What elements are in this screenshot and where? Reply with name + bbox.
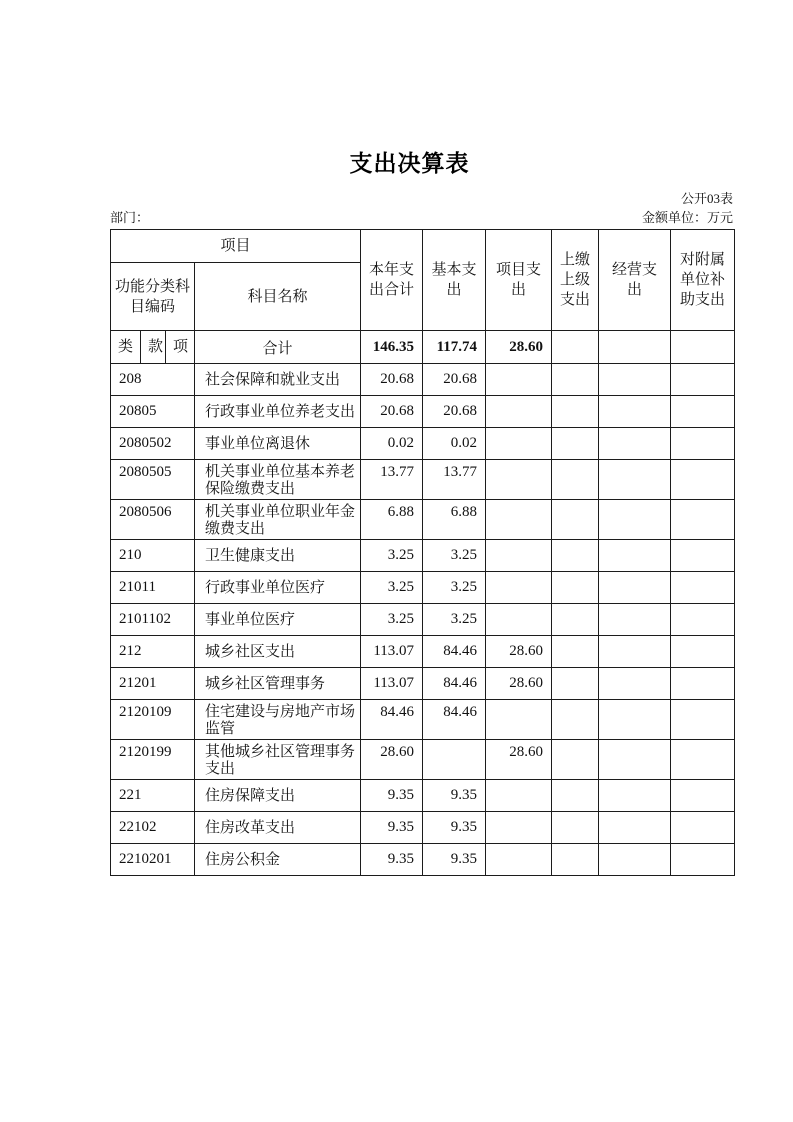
total-label: 合计 bbox=[195, 331, 361, 364]
cell-upper bbox=[552, 500, 599, 540]
col-header-func-code: 功能分类科目编码 bbox=[111, 263, 195, 331]
expenditure-table bbox=[110, 229, 735, 876]
document-content bbox=[110, 148, 733, 876]
col-header-project-exp: 项目支出 bbox=[486, 230, 552, 331]
table-row bbox=[111, 604, 735, 636]
col-header-class: 类 bbox=[111, 331, 141, 364]
cell-project: 28.60 bbox=[486, 668, 552, 700]
table-row bbox=[111, 540, 735, 572]
row-code: 22102 bbox=[111, 812, 195, 844]
table-row bbox=[111, 636, 735, 668]
row-code: 210 bbox=[111, 540, 195, 572]
cell-basic: 3.25 bbox=[423, 604, 486, 636]
cell-project bbox=[486, 604, 552, 636]
cell-basic bbox=[423, 740, 486, 780]
cell-total: 0.02 bbox=[361, 428, 423, 460]
col-header-upper: 上缴上级支出 bbox=[552, 230, 599, 331]
cell-basic: 9.35 bbox=[423, 812, 486, 844]
cell-basic: 20.68 bbox=[423, 364, 486, 396]
cell-total: 9.35 bbox=[361, 780, 423, 812]
cell-project bbox=[486, 364, 552, 396]
amount-unit-label: 金额单位：万元 bbox=[641, 210, 733, 225]
cell-basic: 3.25 bbox=[423, 540, 486, 572]
row-code: 2080502 bbox=[111, 428, 195, 460]
cell-subsidy bbox=[671, 668, 735, 700]
cell-subsidy bbox=[671, 540, 735, 572]
cell-subsidy bbox=[671, 460, 735, 500]
cell-project bbox=[486, 780, 552, 812]
cell-upper bbox=[552, 604, 599, 636]
cell-operating bbox=[599, 844, 671, 876]
cell-total: 3.25 bbox=[361, 604, 423, 636]
cell-basic: 84.46 bbox=[423, 700, 486, 740]
cell-basic: 20.68 bbox=[423, 396, 486, 428]
table-row bbox=[111, 428, 735, 460]
total-row bbox=[111, 331, 735, 364]
cell-total: 9.35 bbox=[361, 812, 423, 844]
cell-upper bbox=[552, 700, 599, 740]
cell-subsidy bbox=[671, 636, 735, 668]
cell-project bbox=[486, 812, 552, 844]
cell-subsidy bbox=[671, 364, 735, 396]
cell-project bbox=[486, 844, 552, 876]
row-name: 其他城乡社区管理事务支出 bbox=[195, 740, 361, 780]
row-code: 21011 bbox=[111, 572, 195, 604]
cell-total: 20.68 bbox=[361, 364, 423, 396]
cell-subsidy bbox=[671, 500, 735, 540]
total-subsidy bbox=[671, 331, 735, 364]
total-basic: 117.74 bbox=[423, 331, 486, 364]
col-header-total: 本年支出合计 bbox=[361, 230, 423, 331]
row-name: 城乡社区管理事务 bbox=[195, 668, 361, 700]
row-code: 2080506 bbox=[111, 500, 195, 540]
cell-total: 28.60 bbox=[361, 740, 423, 780]
cell-upper bbox=[552, 740, 599, 780]
cell-operating bbox=[599, 668, 671, 700]
header-row-1 bbox=[111, 230, 735, 263]
row-code: 2210201 bbox=[111, 844, 195, 876]
row-name: 卫生健康支出 bbox=[195, 540, 361, 572]
cell-total: 3.25 bbox=[361, 572, 423, 604]
cell-subsidy bbox=[671, 740, 735, 780]
cell-basic: 6.88 bbox=[423, 500, 486, 540]
table-row bbox=[111, 780, 735, 812]
row-name: 社会保障和就业支出 bbox=[195, 364, 361, 396]
col-header-subject-name: 科目名称 bbox=[195, 263, 361, 331]
cell-upper bbox=[552, 540, 599, 572]
cell-total: 6.88 bbox=[361, 500, 423, 540]
cell-upper bbox=[552, 636, 599, 668]
cell-operating bbox=[599, 540, 671, 572]
cell-subsidy bbox=[671, 780, 735, 812]
cell-upper bbox=[552, 844, 599, 876]
cell-subsidy bbox=[671, 700, 735, 740]
table-row bbox=[111, 700, 735, 740]
row-code: 2120109 bbox=[111, 700, 195, 740]
row-code: 212 bbox=[111, 636, 195, 668]
col-header-item: 项 bbox=[166, 331, 195, 364]
meta-row bbox=[110, 209, 733, 226]
row-name: 事业单位离退休 bbox=[195, 428, 361, 460]
cell-subsidy bbox=[671, 812, 735, 844]
row-name: 行政事业单位医疗 bbox=[195, 572, 361, 604]
total-this-year: 146.35 bbox=[361, 331, 423, 364]
cell-basic: 3.25 bbox=[423, 572, 486, 604]
cell-basic: 13.77 bbox=[423, 460, 486, 500]
table-row bbox=[111, 572, 735, 604]
cell-operating bbox=[599, 396, 671, 428]
cell-upper bbox=[552, 428, 599, 460]
row-name: 住宅建设与房地产市场监管 bbox=[195, 700, 361, 740]
total-upper bbox=[552, 331, 599, 364]
department-label: 部门： bbox=[110, 210, 150, 225]
col-header-project: 项目 bbox=[111, 230, 361, 263]
cell-operating bbox=[599, 500, 671, 540]
row-name: 机关事业单位基本养老保险缴费支出 bbox=[195, 460, 361, 500]
table-row bbox=[111, 364, 735, 396]
row-name: 住房保障支出 bbox=[195, 780, 361, 812]
row-code: 2080505 bbox=[111, 460, 195, 500]
cell-total: 3.25 bbox=[361, 540, 423, 572]
cell-subsidy bbox=[671, 428, 735, 460]
cell-subsidy bbox=[671, 396, 735, 428]
cell-project: 28.60 bbox=[486, 740, 552, 780]
cell-total: 20.68 bbox=[361, 396, 423, 428]
row-name: 住房公积金 bbox=[195, 844, 361, 876]
cell-operating bbox=[599, 428, 671, 460]
cell-upper bbox=[552, 780, 599, 812]
cell-basic: 9.35 bbox=[423, 844, 486, 876]
form-number-label: 公开03表 bbox=[680, 191, 733, 206]
table-row bbox=[111, 844, 735, 876]
row-name: 机关事业单位职业年金缴费支出 bbox=[195, 500, 361, 540]
row-code: 221 bbox=[111, 780, 195, 812]
cell-operating bbox=[599, 604, 671, 636]
cell-upper bbox=[552, 572, 599, 604]
cell-basic: 84.46 bbox=[423, 668, 486, 700]
cell-operating bbox=[599, 636, 671, 668]
col-header-subsidy: 对附属单位补助支出 bbox=[671, 230, 735, 331]
col-header-basic: 基本支出 bbox=[423, 230, 486, 331]
cell-project bbox=[486, 700, 552, 740]
cell-total: 13.77 bbox=[361, 460, 423, 500]
cell-operating bbox=[599, 780, 671, 812]
cell-total: 113.07 bbox=[361, 636, 423, 668]
cell-subsidy bbox=[671, 844, 735, 876]
table-row bbox=[111, 396, 735, 428]
cell-upper bbox=[552, 460, 599, 500]
cell-operating bbox=[599, 460, 671, 500]
cell-project bbox=[486, 572, 552, 604]
cell-project bbox=[486, 460, 552, 500]
cell-project: 28.60 bbox=[486, 636, 552, 668]
cell-total: 113.07 bbox=[361, 668, 423, 700]
row-code: 208 bbox=[111, 364, 195, 396]
cell-upper bbox=[552, 668, 599, 700]
cell-total: 84.46 bbox=[361, 700, 423, 740]
row-name: 行政事业单位养老支出 bbox=[195, 396, 361, 428]
cell-operating bbox=[599, 572, 671, 604]
col-header-section: 款 bbox=[141, 331, 166, 364]
cell-basic: 84.46 bbox=[423, 636, 486, 668]
row-code: 2101102 bbox=[111, 604, 195, 636]
row-name: 住房改革支出 bbox=[195, 812, 361, 844]
table-row bbox=[111, 668, 735, 700]
row-code: 20805 bbox=[111, 396, 195, 428]
row-code: 2120199 bbox=[111, 740, 195, 780]
row-code: 21201 bbox=[111, 668, 195, 700]
cell-upper bbox=[552, 396, 599, 428]
cell-subsidy bbox=[671, 572, 735, 604]
total-operating bbox=[599, 331, 671, 364]
cell-project bbox=[486, 540, 552, 572]
page-title: 支出决算表 bbox=[349, 150, 470, 176]
cell-subsidy bbox=[671, 604, 735, 636]
col-header-operating: 经营支出 bbox=[599, 230, 671, 331]
table-row bbox=[111, 812, 735, 844]
cell-basic: 9.35 bbox=[423, 780, 486, 812]
cell-basic: 0.02 bbox=[423, 428, 486, 460]
cell-total: 9.35 bbox=[361, 844, 423, 876]
cell-operating bbox=[599, 812, 671, 844]
row-name: 事业单位医疗 bbox=[195, 604, 361, 636]
cell-upper bbox=[552, 812, 599, 844]
table-row bbox=[111, 460, 735, 500]
cell-operating bbox=[599, 700, 671, 740]
cell-project bbox=[486, 500, 552, 540]
cell-operating bbox=[599, 364, 671, 396]
total-project: 28.60 bbox=[486, 331, 552, 364]
cell-upper bbox=[552, 364, 599, 396]
table-row bbox=[111, 740, 735, 780]
cell-operating bbox=[599, 740, 671, 780]
table-row bbox=[111, 500, 735, 540]
row-name: 城乡社区支出 bbox=[195, 636, 361, 668]
cell-project bbox=[486, 396, 552, 428]
cell-project bbox=[486, 428, 552, 460]
